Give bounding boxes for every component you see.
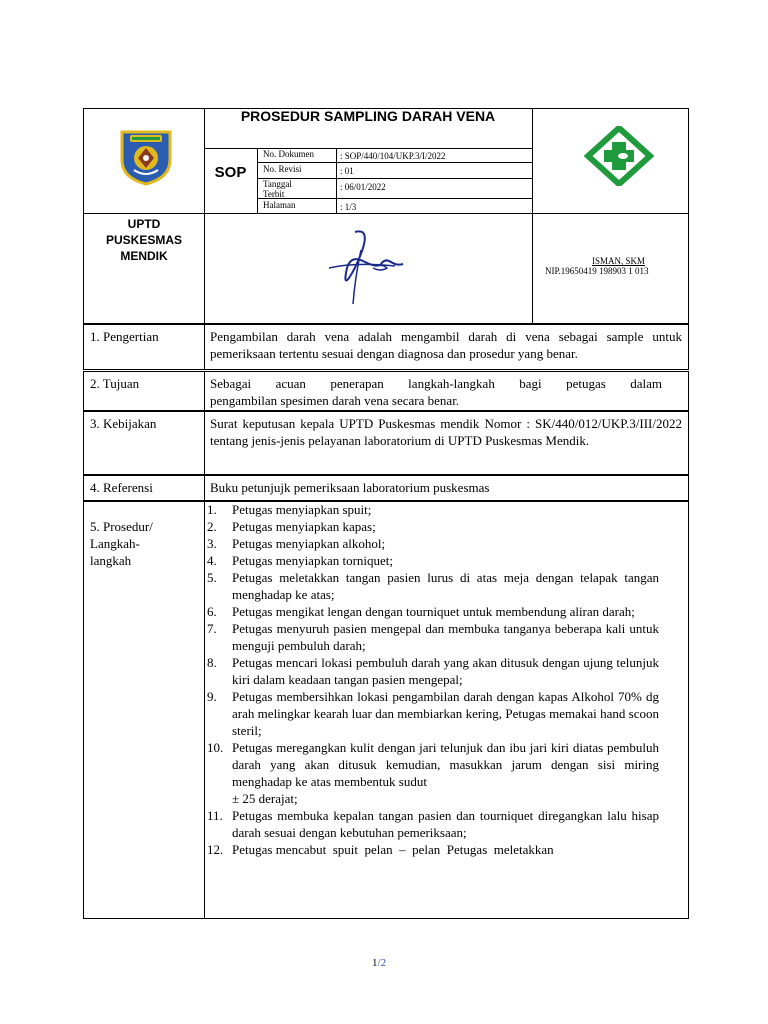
signature-image [325, 228, 407, 306]
list-item: 2. Petugas menyiapkan kapas; [207, 519, 376, 534]
prosedur-steps [207, 501, 659, 858]
tujuan-label: 2. Tujuan [90, 376, 140, 391]
list-item: 12. Petugas mencabut spuit pelan – pelan Petugas meletakkan [207, 842, 554, 857]
kebijakan-label: 3. Kebijakan [90, 416, 157, 431]
pengertian-label: 1. Pengertian [90, 329, 159, 344]
government-logo [116, 126, 176, 186]
meta-value-dokumen: : SOP/440/104/UKP.3/I/2022 [340, 151, 446, 161]
page-indicator: 1/2 [372, 957, 387, 969]
list-item: 3. Petugas menyiapkan alkohol; [207, 536, 386, 551]
kebijakan-text: Surat keputusan kepala UPTD Puskesmas mendik Nomor : SK/440/012/UKP.3/III/2022 tentang jenis-jenis pelayanan laboratorium di UPTD Puskesmas Mendik. [210, 416, 682, 448]
prosedur-label: 5. Prosedur/ Langkah- langkah [90, 519, 153, 568]
list-item: 11. Petugas membuka kepalan tangan pasien dan tourniquet diregangkan lalu hisap darah sesuai dengan kebutuhan pemeriksaan; [207, 808, 659, 840]
list-item: 9. Petugas membersihkan lokasi pengambilan darah dengan kapas Alkohol 70% dg arah melingkar kearah luar dan membiarkan kering, Petugas memakai hand scoon steril; [207, 689, 659, 738]
list-item: 8. Petugas mencari lokasi pembuluh darah yang akan ditusuk dengan ujung telunjuk kiri dalam keadaan tangan pasien mengepal; [207, 655, 659, 687]
tujuan-line2: pengambilan spesimen darah vena secara benar. [210, 393, 460, 408]
signer-name: ISMAN, SKM [592, 256, 646, 266]
meta-value-revisi: : 01 [340, 166, 354, 176]
list-item: 10. Petugas meregangkan kulit dengan jari telunjuk dan ibu jari kiri diatas pembuluh darah yang akan ditusuk kemudian, masukkan jarum dengan sisi miring menghadap ke atas membentuk sudut ± 25 derajat; [207, 740, 659, 806]
list-item: 5. Petugas meletakkan tangan pasien lurus di atas meja dengan telapak tangan menghadap ke atas; [207, 570, 659, 602]
tujuan-line1: Sebagai acuan penerapan langkah-langkah bagi petugas dalam [210, 376, 662, 391]
list-item: 7. Petugas menyuruh pasien mengepal dan membuka tanganya beberapa kali untuk menguji pembuluh darah; [207, 621, 659, 653]
meta-value-tanggal: : 06/01/2022 [340, 182, 386, 192]
unit-name: UPTD PUSKESMAS MENDIK [105, 217, 182, 263]
meta-label-tanggal: Tanggal Terbit [263, 179, 292, 199]
list-item: 6. Petugas mengikat lengan dengan tourniquet untuk membendung aliran darah; [207, 604, 635, 619]
meta-label-halaman: Halaman [263, 200, 296, 210]
pengertian-text: Pengambilan darah vena adalah mengambil darah di vena sebagai sample untuk pemeriksaan tertentu sesuai dengan diagnosa dan prosedur yang benar. [210, 329, 682, 361]
referensi-label: 4. Referensi [90, 480, 153, 495]
sop-label: SOP [214, 164, 247, 181]
document-title: PROSEDUR SAMPLING DARAH VENA [240, 108, 496, 124]
page-total-link[interactable]: 2 [380, 957, 387, 969]
puskesmas-logo [584, 126, 654, 186]
meta-label-dokumen: No. Dokumen [263, 149, 314, 159]
list-item: 4. Petugas menyiapkan torniquet; [207, 553, 394, 568]
list-item: 1. Petugas menyiapkan spuit; [207, 502, 372, 517]
meta-label-revisi: No. Revisi [263, 164, 302, 174]
meta-value-halaman: : 1/3 [340, 202, 357, 212]
referensi-text: Buku petunjujk pemeriksaan laboratorium puskesmas [210, 480, 490, 495]
signer-nip: NIP.19650419 198903 1 013 [545, 266, 649, 276]
